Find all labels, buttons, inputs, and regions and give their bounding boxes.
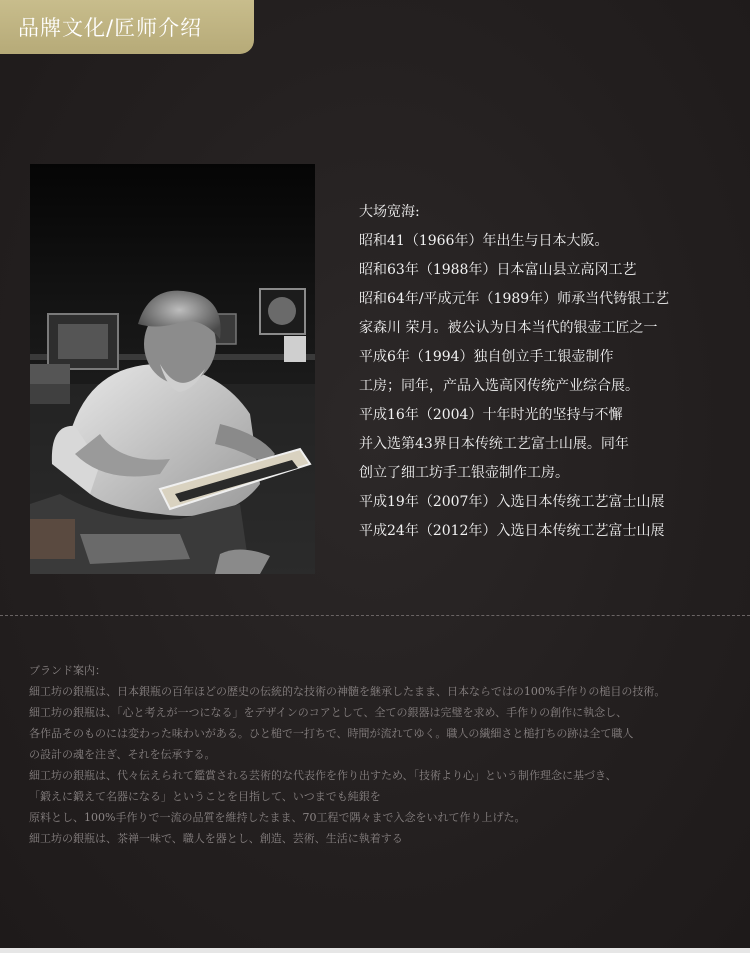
brand-introduction bbox=[29, 660, 729, 849]
section-title: 品牌文化/匠师介绍 bbox=[18, 16, 203, 40]
bio-line: 并入选第43界日本传统工艺富士山展。同年 bbox=[359, 436, 629, 452]
brand-line: 細工坊の銀瓶は、茶禅一味で、職人を器とし、創造、芸術、生活に執着する bbox=[29, 832, 403, 845]
brand-line: 細工坊の銀瓶は、日本銀瓶の百年ほどの歴史の伝統的な技術の神髄を継承したまま、日本ならではの100%手作りの槌目の技術。 bbox=[29, 685, 666, 698]
bottom-strip bbox=[0, 948, 750, 953]
brand-line: 「鍛えに鍛えて名器になる」ということを目指して、いつまでも純銀を bbox=[29, 790, 381, 803]
craftsman-bio bbox=[359, 198, 729, 546]
bio-line: 平成6年（1994）独自创立手工银壶制作 bbox=[359, 349, 614, 365]
bio-line: 平成19年（2007年）入选日本传统工艺富士山展 bbox=[359, 494, 665, 510]
craftsman-photo bbox=[30, 164, 315, 574]
brand-line: 原料とし、100%手作りで一流の品質を維持したまま、70工程で隅々まで入念をいれて作り上げた。 bbox=[29, 811, 526, 824]
brand-line: 細工坊の銀瓶は、「心と考えが一つになる」をデザインのコアとして、全ての銀器は完璧を求め、手作りの創作に執念し、 bbox=[29, 706, 628, 719]
bio-line: 创立了细工坊手工银壶制作工房。 bbox=[359, 465, 569, 481]
title-tab bbox=[0, 0, 254, 54]
brand-heading: ブランド案内： bbox=[29, 664, 106, 677]
brand-line: 各作品そのものには変わった味わいがある。ひと槌で一打ちで、時間が流れてゆく。職人の繊細さと槌打ちの跡は全て職人 bbox=[29, 727, 634, 740]
bio-line: 平成16年（2004）十年时光的坚持与不懈 bbox=[359, 407, 623, 423]
bio-line: 家森川 荣月。被公认为日本当代的银壶工匠之一 bbox=[359, 320, 658, 336]
bio-line: 昭和63年（1988年）日本富山县立高冈工艺 bbox=[359, 262, 637, 278]
bio-line: 平成24年（2012年）入选日本传统工艺富士山展 bbox=[359, 523, 665, 539]
bio-line: 昭和64年/平成元年（1989年）师承当代铸银工艺 bbox=[359, 291, 670, 307]
bio-line: 工房；同年，产品入选高冈传统产业综合展。 bbox=[359, 378, 639, 394]
dashed-divider bbox=[0, 615, 750, 616]
brand-line: 細工坊の銀瓶は、代々伝えられて鑑賞される芸術的な代表作を作り出すため、「技術より心」という制作理念に基づき、 bbox=[29, 769, 617, 782]
bio-name: 大场宽海: bbox=[359, 204, 420, 220]
brand-line: の設計の魂を注ぎ、それを伝承する。 bbox=[29, 748, 216, 761]
bio-line: 昭和41（1966年）年出生与日本大阪。 bbox=[359, 233, 609, 249]
